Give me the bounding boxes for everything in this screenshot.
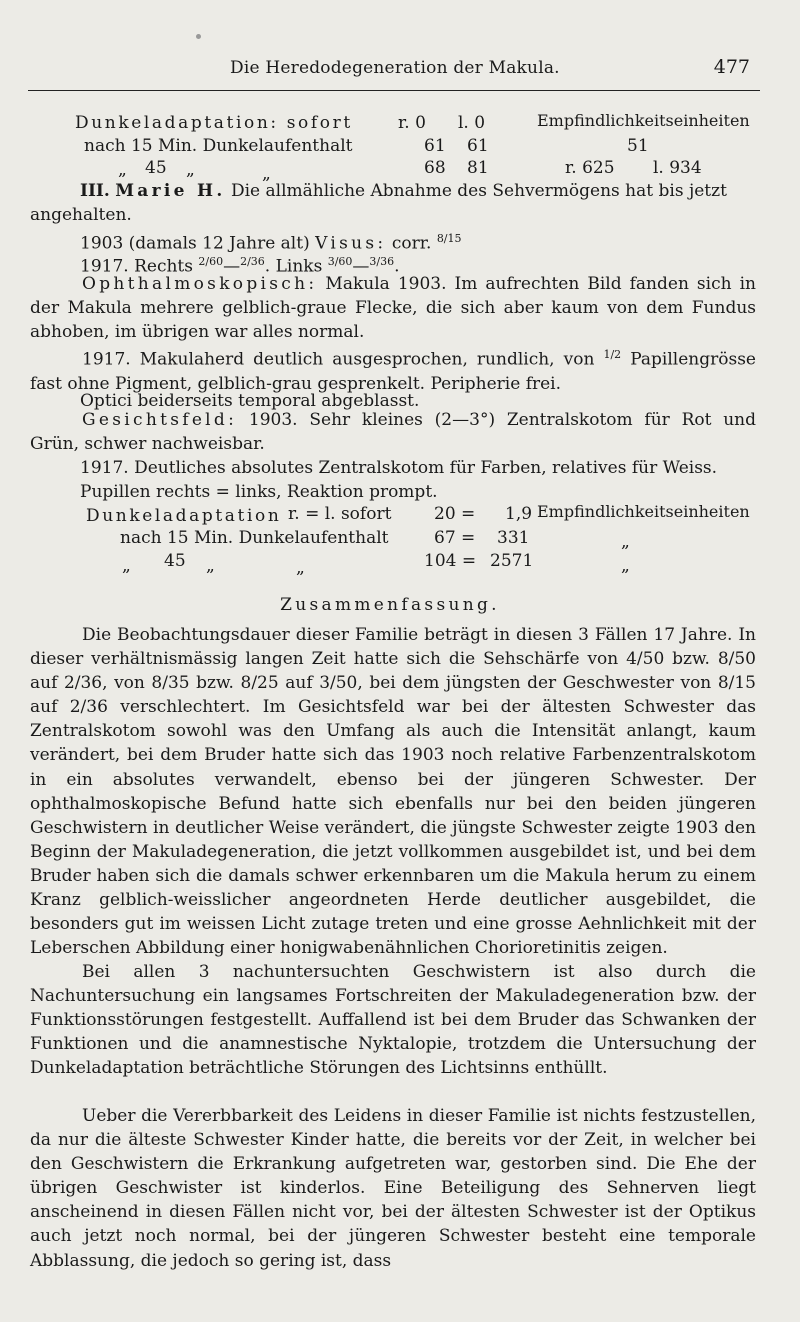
adapt1-ditto-1: „ xyxy=(118,160,127,180)
visus-r1: 2/60 xyxy=(198,255,224,268)
adapt1-label: Dunkeladaptation: sofort xyxy=(75,113,353,133)
adapt1-ditto-3: „ xyxy=(262,164,271,184)
case-3-heading xyxy=(80,181,740,201)
visus-dash-2: — xyxy=(352,256,370,277)
visus-l2: 3/36 xyxy=(369,255,395,268)
adapt2-ditto-b: „ xyxy=(621,556,630,576)
visual-field-text: 1903. Sehr kleines (2—3°) Zentralskotom für Rot und Grün, schwer nachweisbar. xyxy=(30,410,756,455)
adapt2-v2b: 331 xyxy=(497,528,530,548)
print-speck xyxy=(196,34,201,39)
visus-year-1917: 1917. xyxy=(80,256,135,277)
adapt1-row2-label: nach 15 Min. Dunkelaufenthalt xyxy=(84,136,353,156)
adapt2-ditto-a: „ xyxy=(621,532,630,552)
adapt2-v1: 20 = xyxy=(434,504,476,524)
page-number: 477 xyxy=(713,56,750,78)
adapt2-label: Dunkeladaptation xyxy=(86,506,282,526)
findings-1917-pre: 1917. Makulaherd deutlich ausgesprochen, rundlich, von xyxy=(82,349,604,370)
visus-r2: 2/36 xyxy=(240,255,265,268)
summary-heading: Zusammenfassung. xyxy=(280,595,500,615)
adapt2-mid: r. = l. sofort xyxy=(288,504,392,524)
adapt1-l0: l. 0 xyxy=(458,113,486,133)
case-3-text-cont: angehalten. xyxy=(30,205,132,225)
ophthalmoscopy-text: Makula 1903. Im aufrechten Bild fanden sich in der Makula mehrere gelblich-graue Flecke, die sich aber kaum von dem Fundus abhoben, im übrigen war alles normal. xyxy=(30,274,756,343)
header-rule xyxy=(28,90,760,91)
adapt1-r45: 68 xyxy=(424,158,446,178)
ophthalmoscopy-label: Ophthalmoskopisch: xyxy=(82,274,318,294)
summary-paragraph-2: Bei allen 3 nachuntersuchten Geschwistern ist also durch die Nachuntersuchung ein langsames Fortschreiten der Makuladegeneration bzw. der Funktionsstörungen festgestellt. Auffallend ist bei dem Bruder das Schwanken der Funktionen und die anamnestische Nyktalopie, trotzdem die Untersuchung der Dunkeladaptation beträchtliche Störungen des Lichtsinns enthüllt. xyxy=(30,962,756,1079)
case-number: III. xyxy=(80,181,110,201)
visus-year-text: 1903 (damals 12 Jahre alt) xyxy=(80,233,316,254)
adapt2-row2-label: nach 15 Min. Dunkelaufenthalt xyxy=(120,528,389,548)
adapt2-v2: 67 = xyxy=(434,528,476,548)
visual-field-paragraph xyxy=(30,408,756,456)
visus-corr: corr. xyxy=(386,233,437,254)
adapt2-v3b: 2571 xyxy=(490,551,534,571)
adapt1-r0: r. 0 xyxy=(398,113,426,133)
findings-1917-post: Papillengrösse fast ohne Pigment, gelblich-grau gesprenkelt. Peripherie frei. xyxy=(30,349,756,394)
adapt1-l45: 81 xyxy=(467,158,489,178)
adapt1-l-unit45: l. 934 xyxy=(653,158,702,178)
adapt1-unit: Empfindlichkeitseinheiten xyxy=(537,111,750,130)
adapt1-row3-min: 45 xyxy=(145,158,167,178)
visus-dash-1: — xyxy=(223,256,241,277)
ophthalmoscopy-paragraph xyxy=(30,272,756,344)
case-name: Marie H. xyxy=(115,181,226,201)
summary-paragraph-3: Ueber die Vererbbarkeit des Leidens in dieser Familie ist nichts festzustellen, da nur die älteste Schwester Kinder hatte, die bereits vor der Zeit, in welcher bei den Geschwistern die Erkrankung aufgetreten war, gestorben sind. Die Ehe der übrigen Geschwister ist kinderlos. Eine Beteiligung des Sehnerven liegt anscheinend in diesen Fällen nicht vor, bei der ältesten Schwester ist der Optikus auch jetzt noch normal, bei der jüngeren Schwester besteht eine temporale Abblassung, die jedoch so gering ist, dass xyxy=(30,1106,756,1271)
adapt2-v1b: 1,9 xyxy=(505,504,533,524)
running-title: Die Heredodegeneration der Makula. xyxy=(230,58,560,78)
adapt2-ditto-2: „ xyxy=(206,556,215,576)
visus-rechts: Rechts xyxy=(134,256,199,277)
adapt2-unit: Empfindlichkeitseinheiten xyxy=(537,502,750,521)
adapt2-ditto-1: „ xyxy=(122,556,131,576)
optici-line: Optici beiderseits temporal abgeblasst. xyxy=(80,391,420,411)
summary-paragraph-1: Die Beobachtungsdauer dieser Familie beträgt in diesen 3 Fällen 17 Jahre. In dieser verhältnismässig langen Zeit hatte sich die Sehschärfe von 4/50 bzw. 8/50 auf 2/36, von 8/35 bzw. 8/25 auf 3/50, bei dem jüngsten der Geschwester von 8/15 auf 2/36 verschlechtert. Im Gesichtsfeld war bei der ältesten Schwester das Zentralskotom sowohl was den Umfang als auch die Intensität anlangt, kaum verändert, bei dem Bruder hatte sich das 1903 noch relative Farbenzentralskotom in ein absolutes verwandelt, ebenso bei der jüngeren Schwester. Der ophthalmoskopische Befund hatte sich ebenfalls nur bei den beiden jüngeren Geschwistern in deutlicher Weise verändert, die jüngste Schwester zeigte 1903 den Beginn der Makuladegeneration, die jetzt vollkommen ausgebildet ist, und bei dem Bruder haben sich die damals schwer erkennbaren um die Makula herum zu einem Kranz gelblich-weisslicher angeordneten Herde deutlicher ausgebildet, die besonders gut im weissen Licht zutage treten und eine grosse Aehnlichkeit mit der Leberschen Abbildung einer honigwabenähnlichen Chorioretinitis zeigen. xyxy=(30,625,756,959)
adapt2-row3-min: 45 xyxy=(164,551,186,571)
visus-label: Visus: xyxy=(315,233,387,254)
visus-l1: 3/60 xyxy=(327,255,353,268)
adapt1-l15: 61 xyxy=(467,136,489,156)
findings-1917-fraction: 1/2 xyxy=(603,348,622,361)
visus-fraction: 8/15 xyxy=(436,232,462,245)
visus-links: . Links xyxy=(264,256,328,277)
visual-field-label: Gesichtsfeld: xyxy=(82,410,238,430)
adapt1-r-unit45: r. 625 xyxy=(565,158,615,178)
pupils-line: Pupillen rechts = links, Reaktion prompt. xyxy=(80,482,438,502)
adapt1-ditto-2: „ xyxy=(186,160,195,180)
adapt2-v3: 104 = xyxy=(424,551,477,571)
adapt1-v15: 51 xyxy=(627,136,649,156)
case-3-text: Die allmähliche Abnahme des Sehvermögens hat bis jetzt xyxy=(225,181,727,201)
running-header xyxy=(30,58,760,88)
visus-end: . xyxy=(394,256,400,277)
visus-line-1 xyxy=(80,229,462,254)
adapt1-r15: 61 xyxy=(424,136,446,156)
scotoma-1917-line: 1917. Deutliches absolutes Zentralskotom für Farben, relatives für Weiss. xyxy=(80,458,718,478)
adapt2-ditto-3: „ xyxy=(296,558,305,578)
findings-1917-paragraph xyxy=(30,343,756,396)
